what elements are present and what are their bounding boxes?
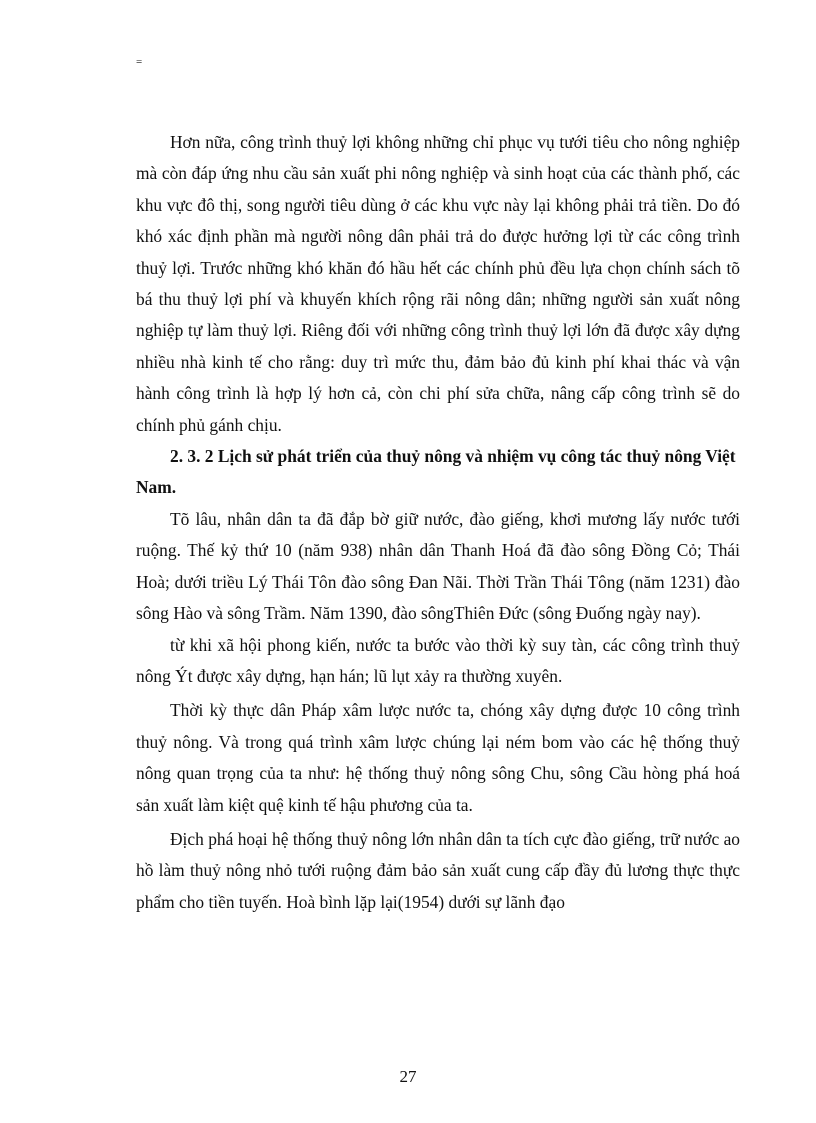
document-body [136, 127, 740, 921]
page-number: 27 [399, 1067, 417, 1086]
paragraph-french-colonial: Thời kỳ thực dân Pháp xâm lược nước ta, chóng xây dựng được 10 công trình thuỷ nông. Và trong quá trình xâm lược chúng lại ném bom vào các hệ thống thuỷ nông quan trọng của ta như: hệ thống thuỷ nông sông Chu, sông Cầu hòng phá hoá sản xuất làm kiệt quệ kinh tế hậu phương của ta. [136, 700, 740, 815]
paragraph-feudal-decline: từ khi xã hội phong kiến, nước ta bước vào thời kỳ suy tàn, các công trình thuỷ nông Ýt được xây dựng, hạn hán; lũ lụt xảy ra thường xuyên. [136, 634, 740, 686]
paragraph-wartime: Địch phá hoại hệ thống thuỷ nông lớn nhân dân ta tích cực đào giếng, trữ nước ao hồ làm thuỷ nông nhỏ tưới ruộng đảm bảo sản xuất cung cấp đầy đủ lương thực thực phẩm cho tiền tuyến. Hoà bình lặp lại(1954) dưới sự lãnh đạo [136, 828, 740, 912]
paragraph-irrigation-fees: Hơn nữa, công trình thuỷ lợi không những chỉ phục vụ tưới tiêu cho nông nghiệp mà còn đáp ứng nhu cầu sản xuất phi nông nghiệp và sinh hoạt của các thành phố, các khu vực đô thị, song người tiêu dùng ở các khu vực này lại không phải trả tiền. Do đó khó xác định phần mà người nông dân phải trả do được hưởng lợi từ các công trình thuỷ lợi. Trước những khó khăn đó hầu hết các chính phủ đều lựa chọn chính sách tõ bá thu thuỷ lợi phí và khuyến khích rộng rãi nông dân; những người sản xuất nông nghiệp tự làm thuỷ lợi. Riêng đối với những công trình thuỷ lợi lớn đã được xây dựng nhiều nhà kinh tế cho rằng: duy trì mức thu, đảm bảo đủ kinh phí khai thác và vận hành công trình là hợp lý hơn cả, còn chi phí sửa chữa, nâng cấp công trình sẽ do chính phủ gánh chịu. [136, 132, 740, 435]
paragraph-early-history: Tõ lâu, nhân dân ta đã đắp bờ giữ nước, đào giếng, khơi mương lấy nước tưới ruộng. Thế kỷ thứ 10 (năm 938) nhân dân Thanh Hoá đã đào sông Đồng Cỏ; Thái Hoà; dưới triều Lý Thái Tôn đào sông Đan Nãi. Thời Trần Thái Tông (năm 1231) đào sông Hào và sông Trầm. Năm 1390, đào sôngThiên Đức (sông Đuống ngày nay). [136, 508, 740, 624]
section-heading: 2. 3. 2 Lịch sử phát triển của thuỷ nông và nhiệm vụ công tác thuỷ nông Việt Nam. [136, 446, 736, 498]
header-mark: = [136, 56, 143, 68]
